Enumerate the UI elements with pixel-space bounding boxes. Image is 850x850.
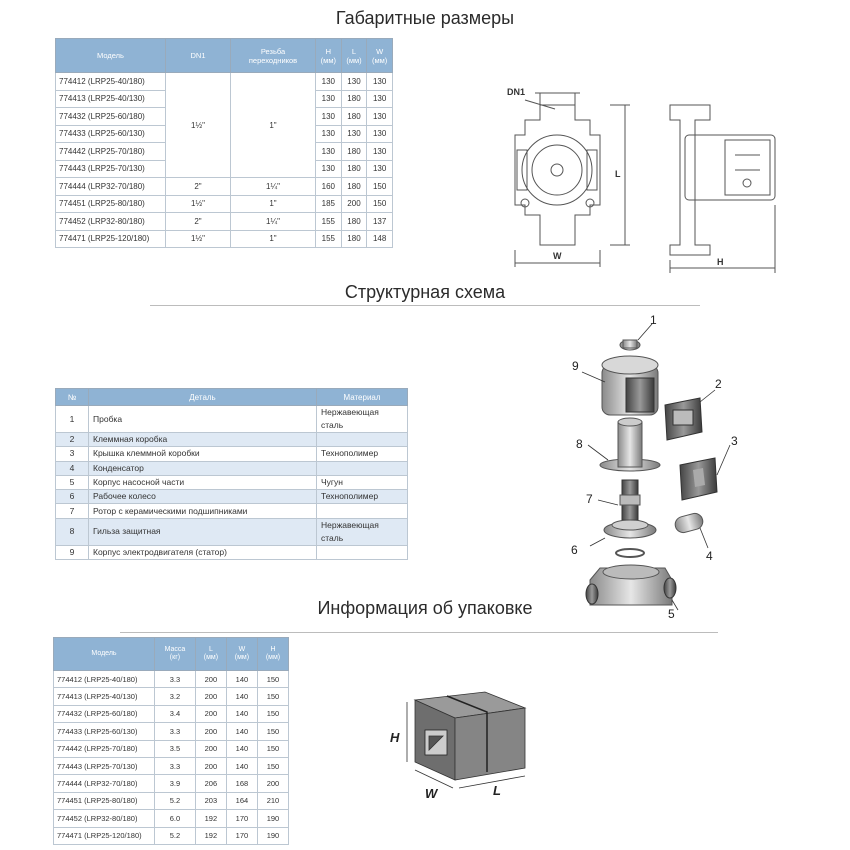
cell-model: 774432 (LRP25-60/180) (56, 108, 166, 126)
cell-l: 180 (341, 90, 367, 108)
cell-thread: 1¼" (231, 213, 316, 231)
table-row (56, 213, 393, 231)
header-thread (231, 39, 316, 73)
cell-num: 7 (56, 504, 89, 518)
header-mass-line1: Масса (164, 645, 186, 653)
cell-h: 155 (316, 213, 342, 231)
cell-part: Крышка клеммной коробки (89, 447, 317, 461)
cell-part: Рабочее колесо (89, 490, 317, 504)
table-row (56, 178, 393, 196)
cell-material (317, 504, 408, 518)
table-row (54, 775, 289, 792)
cell-material (317, 461, 408, 475)
drawing-w-label: W (553, 251, 562, 261)
cell-w: 130 (367, 108, 393, 126)
header-w (367, 39, 393, 73)
header-unit: (мм) (234, 654, 250, 661)
header-h-label: H (270, 645, 276, 653)
cell-h: 155 (316, 230, 342, 248)
cell-material (317, 433, 408, 447)
cell-l: 130 (341, 125, 367, 143)
cell-thread-group: 1" (231, 73, 316, 178)
box-w-label: W (425, 786, 438, 800)
box-h-label: H (390, 730, 400, 745)
table-row (54, 740, 289, 757)
cell-mass: 3.4 (155, 705, 196, 722)
header-unit: (мм) (346, 55, 362, 65)
cell-num: 5 (56, 475, 89, 489)
cell-mass: 3.2 (155, 688, 196, 705)
part-motor-housing (602, 356, 658, 415)
package-box-illustration (385, 680, 535, 800)
table-row (54, 827, 289, 844)
cell-num: 6 (56, 490, 89, 504)
cell-l: 130 (341, 73, 367, 91)
cell-w: 130 (367, 73, 393, 91)
drawing-dn1-label: DN1 (507, 87, 526, 97)
cell-material: Технополимер (317, 490, 408, 504)
cell-model: 774412 (LRP25-40/180) (56, 73, 166, 91)
exploded-view-diagram (560, 310, 760, 620)
cell-material: Нержавеющая сталь (317, 406, 408, 433)
cell-model: 774471 (LRP25-120/180) (56, 230, 166, 248)
cell-num: 9 (56, 545, 89, 559)
cell-w: 130 (367, 143, 393, 161)
header-unit: (мм) (265, 654, 281, 661)
cell-part: Клеммная коробка (89, 433, 317, 447)
label-part-7: 7 (586, 492, 593, 506)
cell-h: 130 (316, 73, 342, 91)
cell-mass: 5.2 (155, 827, 196, 844)
cell-num: 2 (56, 433, 89, 447)
header-l (341, 39, 367, 73)
cell-dn1: 2" (166, 213, 231, 231)
drawing-h-label: H (717, 257, 724, 267)
cell-mass: 3.5 (155, 740, 196, 757)
cell-w: 150 (367, 195, 393, 213)
part-impeller (604, 520, 656, 557)
cell-thread: 1" (231, 230, 316, 248)
cell-l: 200 (195, 757, 226, 774)
header-num: № (56, 389, 89, 406)
header-thread-line2: переходников (248, 55, 298, 65)
table-row (54, 688, 289, 705)
cell-w: 130 (367, 90, 393, 108)
cell-thread: 1" (231, 195, 316, 213)
header-h (316, 39, 342, 73)
cell-part: Конденсатор (89, 461, 317, 475)
cell-w: 148 (367, 230, 393, 248)
table-row (56, 504, 408, 518)
cell-dn1: 2" (166, 178, 231, 196)
header-unit: (мм) (203, 654, 219, 661)
header-unit: (мм) (372, 55, 388, 65)
header-w (226, 638, 257, 671)
cell-l: 180 (341, 230, 367, 248)
cell-dn1-group: 1½" (166, 73, 231, 178)
packaging-table (53, 637, 289, 845)
label-part-8: 8 (576, 437, 583, 451)
table-row (54, 792, 289, 809)
cell-w: 130 (367, 125, 393, 143)
packaging-divider (120, 632, 718, 633)
cell-l: 180 (341, 178, 367, 196)
label-part-3: 3 (731, 434, 738, 448)
cell-w: 140 (226, 757, 257, 774)
table-row (56, 230, 393, 248)
cell-model: 774413 (LRP25-40/130) (56, 90, 166, 108)
cell-l: 180 (341, 108, 367, 126)
cell-w: 170 (226, 810, 257, 827)
cell-h: 150 (257, 688, 288, 705)
table-row (54, 723, 289, 740)
header-w-label: W (238, 645, 246, 653)
part-plug (620, 340, 640, 350)
cell-l: 200 (195, 740, 226, 757)
cell-mass: 6.0 (155, 810, 196, 827)
cell-h: 200 (257, 775, 288, 792)
dimensions-title: Габаритные размеры (335, 8, 515, 28)
cell-h: 150 (257, 705, 288, 722)
structure-divider (150, 305, 700, 306)
cell-part: Пробка (89, 406, 317, 433)
cell-mass: 3.9 (155, 775, 196, 792)
cell-h: 130 (316, 108, 342, 126)
cell-model: 774444 (LRP32-70/180) (56, 178, 166, 196)
part-protective-sleeve (600, 418, 660, 471)
cell-l: 206 (195, 775, 226, 792)
cell-material: Нержавеющая сталь (317, 518, 408, 545)
cell-w: 130 (367, 160, 393, 178)
header-part: Деталь (89, 389, 317, 406)
cell-w: 140 (226, 688, 257, 705)
cell-model: 774444 (LRP32-70/180) (54, 775, 155, 792)
dimensions-table (55, 38, 393, 248)
part-terminal-cover (680, 458, 717, 500)
header-unit: (мм) (320, 55, 336, 65)
cell-h: 150 (257, 671, 288, 688)
cell-w: 140 (226, 671, 257, 688)
header-mass (155, 638, 196, 671)
table-row (54, 671, 289, 688)
cell-l: 200 (341, 195, 367, 213)
table-row (56, 195, 393, 213)
part-terminal-box (665, 398, 702, 440)
cell-model: 774413 (LRP25-40/130) (54, 688, 155, 705)
header-h (257, 638, 288, 671)
label-part-5: 5 (668, 607, 675, 620)
table-row (56, 73, 393, 91)
parts-table (55, 388, 408, 560)
cell-num: 3 (56, 447, 89, 461)
cell-l: 180 (341, 213, 367, 231)
cell-part: Корпус насосной части (89, 475, 317, 489)
label-part-9: 9 (572, 359, 579, 373)
cell-w: 168 (226, 775, 257, 792)
cell-model: 774433 (LRP25-60/130) (54, 723, 155, 740)
table-row (56, 406, 408, 433)
header-mass-line2: (кг) (169, 654, 181, 661)
cell-model: 774452 (LRP32-80/180) (54, 810, 155, 827)
cell-mass: 3.3 (155, 757, 196, 774)
cell-w: 150 (367, 178, 393, 196)
cell-thread: 1¼" (231, 178, 316, 196)
cell-dn1: 1½" (166, 230, 231, 248)
cell-w: 170 (226, 827, 257, 844)
table-row (56, 475, 408, 489)
table-row (56, 545, 408, 559)
cell-model: 774471 (LRP25-120/180) (54, 827, 155, 844)
cell-part: Корпус электродвигателя (статор) (89, 545, 317, 559)
cell-mass: 5.2 (155, 792, 196, 809)
cell-mass: 3.3 (155, 723, 196, 740)
header-w-label: W (376, 46, 384, 56)
table-row (56, 433, 408, 447)
cell-model: 774451 (LRP25-80/180) (54, 792, 155, 809)
cell-l: 200 (195, 688, 226, 705)
table-row (56, 518, 408, 545)
cell-num: 8 (56, 518, 89, 545)
cell-model: 774432 (LRP25-60/180) (54, 705, 155, 722)
table-row (54, 757, 289, 774)
cell-part: Ротор с керамическими подшипниками (89, 504, 317, 518)
drawing-l-label: L (615, 169, 621, 179)
label-part-4: 4 (706, 549, 713, 563)
table-row (54, 810, 289, 827)
part-capacitor (673, 512, 704, 535)
cell-w: 137 (367, 213, 393, 231)
cell-h: 190 (257, 810, 288, 827)
cell-h: 150 (257, 757, 288, 774)
cell-l: 203 (195, 792, 226, 809)
table-row (54, 705, 289, 722)
cell-model: 774412 (LRP25-40/180) (54, 671, 155, 688)
cell-dn1: 1½" (166, 195, 231, 213)
part-rotor (620, 480, 640, 520)
cell-model: 774443 (LRP25-70/130) (54, 757, 155, 774)
header-l (195, 638, 226, 671)
header-dn1: DN1 (166, 39, 231, 73)
cell-w: 164 (226, 792, 257, 809)
header-model: Модель (54, 638, 155, 671)
cell-model: 774442 (LRP25-70/180) (54, 740, 155, 757)
pump-dimension-drawing (495, 75, 785, 275)
cell-h: 130 (316, 125, 342, 143)
label-part-6: 6 (571, 543, 578, 557)
cell-h: 150 (257, 740, 288, 757)
label-part-2: 2 (715, 377, 722, 391)
cell-model: 774443 (LRP25-70/130) (56, 160, 166, 178)
cell-h: 210 (257, 792, 288, 809)
cell-h: 130 (316, 160, 342, 178)
cell-h: 190 (257, 827, 288, 844)
header-l-label: L (351, 46, 357, 56)
cell-h: 130 (316, 90, 342, 108)
cell-l: 192 (195, 810, 226, 827)
cell-l: 180 (341, 143, 367, 161)
packaging-title: Информация об упаковке (317, 598, 533, 618)
header-material: Материал (317, 389, 408, 406)
header-l-label: L (208, 645, 213, 653)
cell-l: 192 (195, 827, 226, 844)
cell-model: 774451 (LRP25-80/180) (56, 195, 166, 213)
header-thread-line1: Резьба (260, 46, 286, 56)
table-row (56, 461, 408, 475)
cell-mass: 3.3 (155, 671, 196, 688)
cell-h: 185 (316, 195, 342, 213)
cell-material: Технополимер (317, 447, 408, 461)
cell-w: 140 (226, 705, 257, 722)
box-l-label: L (493, 783, 501, 798)
cell-l: 200 (195, 723, 226, 740)
structure-title: Структурная схема (344, 282, 506, 302)
cell-material: Чугун (317, 475, 408, 489)
cell-model: 774442 (LRP25-70/180) (56, 143, 166, 161)
table-row (56, 490, 408, 504)
header-model: Модель (56, 39, 166, 73)
header-h-label: H (325, 46, 332, 56)
cell-l: 200 (195, 705, 226, 722)
cell-part: Гильза защитная (89, 518, 317, 545)
cell-model: 774433 (LRP25-60/130) (56, 125, 166, 143)
cell-num: 1 (56, 406, 89, 433)
cell-l: 180 (341, 160, 367, 178)
label-part-1: 1 (650, 313, 657, 327)
cell-h: 130 (316, 143, 342, 161)
cell-w: 140 (226, 723, 257, 740)
table-row (56, 447, 408, 461)
cell-l: 200 (195, 671, 226, 688)
cell-model: 774452 (LRP32-80/180) (56, 213, 166, 231)
cell-w: 140 (226, 740, 257, 757)
cell-num: 4 (56, 461, 89, 475)
cell-material (317, 545, 408, 559)
cell-h: 150 (257, 723, 288, 740)
cell-h: 160 (316, 178, 342, 196)
